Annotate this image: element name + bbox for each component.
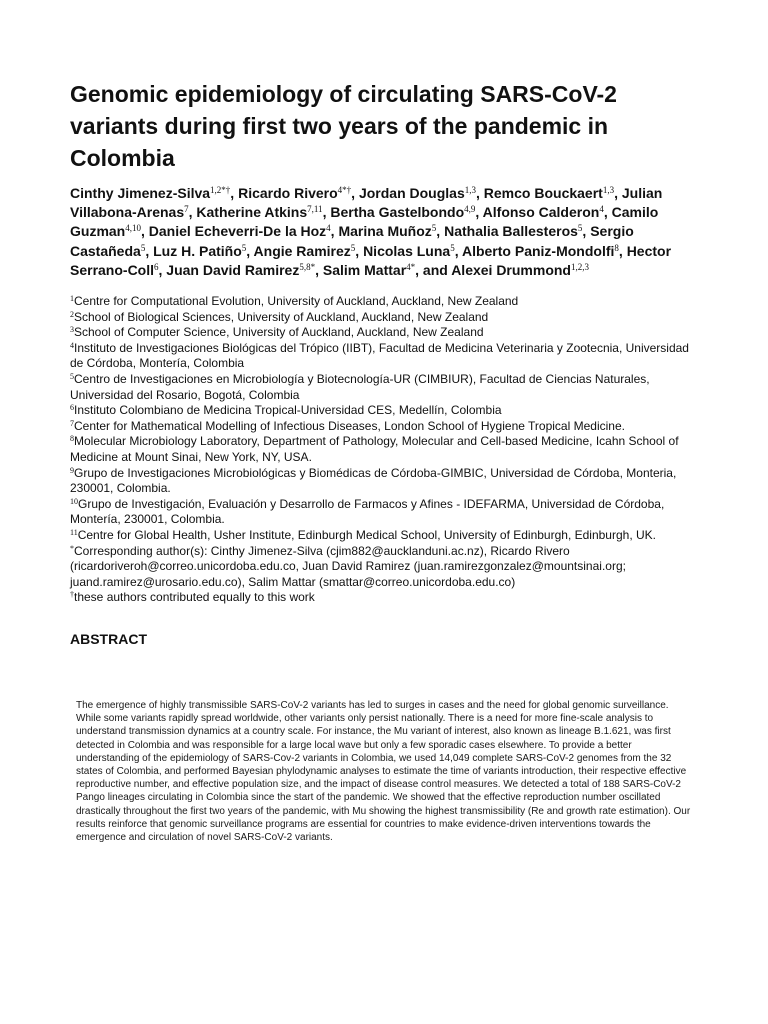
- author-affiliation-marker: 4: [326, 223, 331, 234]
- affiliation: [70, 434, 700, 465]
- affiliation-marker: 9: [70, 465, 74, 475]
- author-affiliation-marker: 6: [154, 261, 159, 272]
- author-name: Remco Bouckaert: [483, 185, 603, 201]
- affiliation-marker: 7: [70, 418, 74, 428]
- affiliation-text: Center for Mathematical Modelling of Infectious Diseases, London School of Hygiene Tropical Medicine.: [74, 418, 625, 433]
- author: [483, 204, 612, 220]
- paper-title: Genomic epidemiology of circulating SARS-CoV-2 variants during first two years of the pandemic in Colombia: [70, 81, 617, 171]
- affiliation-text: Instituto de Investigaciones Biológicas del Trópico (IIBT), Facultad de Medicina Veterinaria y Zootecnia, Universidad de Córdoba, Montería, Colombia: [70, 340, 689, 371]
- affiliation: [70, 590, 700, 606]
- affiliation-marker: 4: [70, 340, 74, 350]
- author-affiliation-marker: 5: [431, 223, 437, 234]
- affiliation: [70, 372, 700, 403]
- author: [444, 223, 590, 239]
- author-separator: ,: [330, 223, 339, 240]
- author-name: Salim Mattar: [322, 261, 407, 278]
- author: [153, 243, 253, 259]
- author: [330, 204, 482, 220]
- author-name: Hector Serrano-Coll: [70, 242, 672, 278]
- author-affiliation-marker: 1,3: [602, 185, 615, 195]
- affiliation: [70, 544, 700, 591]
- author-affiliation-marker: 5: [241, 242, 247, 253]
- author: [166, 262, 323, 278]
- affiliation: [70, 294, 700, 310]
- author-name: Katherine Atkins: [196, 204, 308, 221]
- author-affiliation-marker: 1,3: [464, 185, 476, 195]
- affiliation-marker: 8: [70, 434, 74, 444]
- affiliation-marker: 11: [70, 527, 78, 537]
- author-name: Daniel Echeverri-De la Hoz: [148, 223, 327, 240]
- affiliation-marker: †: [70, 590, 74, 600]
- author-separator: ,: [454, 242, 462, 259]
- affiliation-text: Instituto Colombiano de Medicina Tropical-Universidad CES, Medellín, Colombia: [74, 403, 502, 418]
- affiliation-text: School of Computer Science, University of Auckland, Auckland, New Zealand: [74, 325, 484, 340]
- author: [484, 185, 622, 201]
- author-affiliation-marker: 8: [614, 242, 619, 253]
- affiliation-marker: *: [70, 543, 74, 553]
- author-separator: ,: [582, 223, 591, 240]
- author-list: [70, 184, 700, 280]
- author-affiliation-marker: 5: [450, 242, 455, 253]
- author-name: Alfonso Calderon: [482, 204, 600, 221]
- author-name: Marina Muñoz: [338, 223, 432, 240]
- author-name: Nicolas Luna: [363, 242, 451, 259]
- author-name: Angie Ramirez: [253, 242, 351, 259]
- affiliation-marker: 3: [70, 325, 74, 335]
- author: [238, 185, 359, 201]
- affiliation-text: these authors contributed equally to this work: [74, 590, 315, 605]
- author-name: Cinthy Jimenez-Silva: [70, 185, 211, 201]
- abstract-text: The emergence of highly transmissible SARS-CoV-2 variants has led to surges in cases and the need for global genomic surveillance. While some variants rapidly spread worldwide, other variants only persist nationally. There is a need for more fine-scale analysis to understand transmission dynamics at a country scale. For instance, the Mu variant of interest, also known as lineage B.1.621, was first detected in Colombia and was responsible for a large local wave but only a few sporadic cases elsewhere. To provide a better understanding of the epidemiology of SARS-Cov-2 variants in Colombia, we used 14,049 complete SARS-CoV-2 genomes from the 32 states of Colombia, and performed Bayesian phylodynamic analyses to estimate the time of variants introduction, their respective effective reproductive number, and effective population size, and the impact of disease control measures. We detected a total of 188 SARS-CoV-2 Pango lineages circulating in Colombia since the start of the pandemic. We showed that the effective reproduction number oscillated drastically throughout the first two years of the pandemic, with Mu showing the highest transmissibility (Re and growth rate estimation). Our results reinforce that genomic surveillance programs are essential for countries to make evidence-driven interventions towards the emergence and circulation of novel SARS-CoV-2 variants.: [76, 700, 691, 844]
- author-affiliation-marker: 5: [577, 223, 583, 234]
- author-separator: ,: [614, 185, 622, 201]
- author-name: Sergio Castañeda: [70, 223, 634, 259]
- author-affiliation-marker: 5: [350, 242, 356, 253]
- author: [149, 223, 339, 239]
- author-separator: , and: [415, 261, 452, 278]
- author-name: Camilo Guzman: [70, 204, 659, 240]
- author-separator: ,: [355, 242, 364, 259]
- affiliation-text: Grupo de Investigación, Evaluación y Desarrollo de Farmacos y Afines - IDEFARMA, Universidad de Córdoba, Montería, 230001, Colombia.: [70, 496, 665, 527]
- author-name: Alberto Paniz-Mondolfi: [461, 242, 615, 259]
- author-separator: ,: [322, 204, 331, 221]
- affiliation-text: Centre for Computational Evolution, University of Auckland, Auckland, New Zealand: [74, 294, 519, 309]
- author-affiliation-marker: 1,2*†: [210, 185, 231, 195]
- author-separator: ,: [436, 223, 445, 240]
- affiliation: [70, 403, 700, 419]
- author-separator: ,: [158, 261, 167, 278]
- affiliation-marker: 10: [70, 496, 78, 506]
- author-affiliation-marker: 7,11: [307, 204, 323, 215]
- author: [338, 223, 444, 239]
- affiliation-text: School of Biological Sciences, University of Auckland, Auckland, New Zealand: [74, 309, 489, 324]
- author-name: Jordan Douglas: [358, 185, 465, 201]
- author-separator: ,: [618, 242, 627, 259]
- affiliation-text: Centro de Investigaciones en Microbiología y Biotecnología-UR (CIMBIUR), Facultad de Ciencias Naturales, Universidad del Rosario, Bogotá, Colombia: [70, 371, 650, 402]
- author: [196, 204, 330, 220]
- author: [70, 185, 238, 201]
- affiliation: [70, 528, 700, 544]
- affiliation: [70, 497, 700, 528]
- author-affiliation-marker: 5,8*: [299, 261, 316, 272]
- paper-header: [70, 78, 700, 648]
- affiliation-text: Corresponding author(s): Cinthy Jimenez-Silva (cjim882@aucklanduni.ac.nz), Ricardo Rivero (ricardoriveroh@correo.unicordoba.edu.co, Juan David Ramirez (juan.ramirezgonzalez@mountsinai.org; juand.ramirez@urosario.edu.co), Salim Mattar (smattar@correo.unicordoba.edu.co): [70, 543, 626, 589]
- affiliation: [70, 466, 700, 497]
- author-affiliation-marker: 5: [140, 242, 146, 253]
- author-separator: ,: [246, 242, 254, 259]
- author-separator: ,: [230, 185, 239, 201]
- affiliation-marker: 2: [70, 309, 74, 319]
- author-affiliation-marker: 4,10: [125, 223, 141, 234]
- author: [254, 243, 364, 259]
- author: [451, 262, 589, 278]
- author-separator: ,: [603, 204, 612, 221]
- author-separator: ,: [475, 204, 483, 221]
- author-name: Nathalia Ballesteros: [444, 223, 578, 240]
- author-affiliation-marker: 4: [599, 204, 604, 215]
- author-separator: ,: [145, 242, 154, 259]
- affiliation: [70, 419, 700, 435]
- author: [359, 185, 484, 201]
- affiliation: [70, 310, 700, 326]
- author-separator: ,: [476, 185, 484, 201]
- author-name: Bertha Gastelbondo: [330, 204, 465, 221]
- affiliation-marker: 6: [70, 403, 74, 413]
- affiliation-marker: 5: [70, 371, 74, 381]
- author-affiliation-marker: 7: [184, 204, 189, 215]
- author: [363, 243, 462, 259]
- author-affiliation-marker: 1,2,3: [571, 261, 589, 272]
- affiliation: [70, 325, 700, 341]
- author-name: Alexei Drummond: [451, 261, 571, 278]
- author-separator: ,: [351, 185, 359, 201]
- affiliation-text: Centre for Global Health, Usher Institute, Edinburgh Medical School, University of Edinburgh, Edinburgh, UK.: [77, 527, 656, 542]
- author-name: Ricardo Rivero: [238, 185, 338, 201]
- affiliation-text: Molecular Microbiology Laboratory, Department of Pathology, Molecular and Cell-based Medicine, Icahn School of Medicine at Mount Sinai, New York, NY, USA.: [70, 434, 679, 464]
- author: [323, 262, 451, 278]
- author-name: Julian Villabona-Arenas: [70, 185, 663, 221]
- author-separator: ,: [140, 223, 149, 240]
- affiliation-text: Grupo de Investigaciones Microbiológicas y Biomédicas de Córdoba-GIMBIC, Universidad de Córdoba, Monteria, 230001, Colombia.: [70, 465, 677, 496]
- author: [462, 243, 627, 259]
- author-affiliation-marker: 4,9: [464, 204, 476, 215]
- author-separator: ,: [188, 204, 197, 221]
- affiliation-marker: 1: [70, 294, 74, 304]
- affiliation: [70, 341, 700, 372]
- affiliation-list: [70, 294, 700, 606]
- abstract-heading: ABSTRACT: [70, 630, 147, 647]
- author-affiliation-marker: 4*: [406, 261, 416, 272]
- author-separator: ,: [315, 261, 323, 278]
- author-name: Luz H. Patiño: [153, 242, 242, 259]
- author-affiliation-marker: 4*†: [337, 185, 352, 195]
- author-name: Juan David Ramirez: [166, 261, 300, 278]
